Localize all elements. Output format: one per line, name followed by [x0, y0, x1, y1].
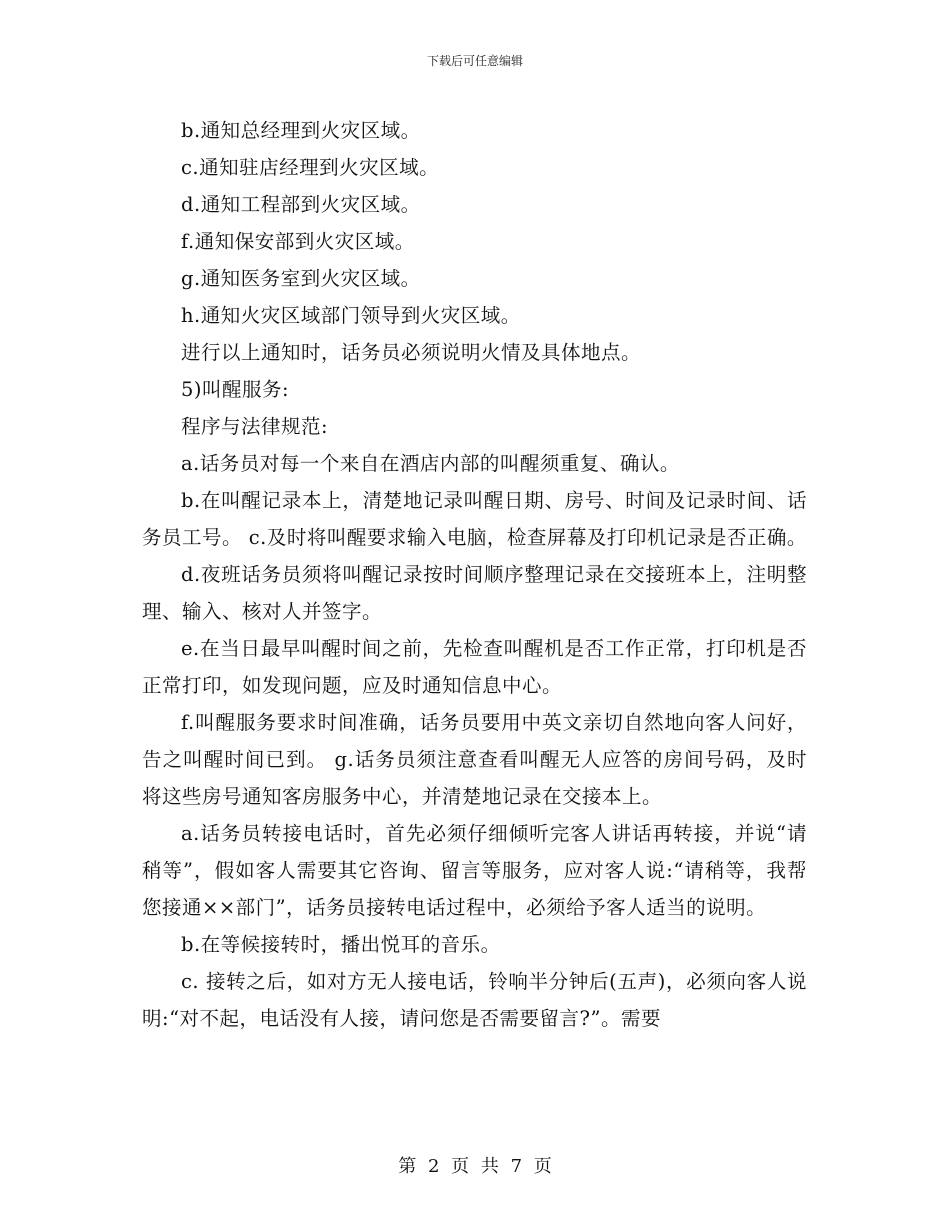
paragraph: h.通知火灾区域部门领导到火灾区域。	[181, 304, 521, 327]
document-body	[142, 112, 807, 1037]
paragraph: b.通知总经理到火灾区域。	[181, 119, 421, 142]
page-header: 下载后可任意编辑	[426, 54, 523, 68]
paragraph: b.在叫醒记录本上，清楚地记录叫醒日期、房号、时间及记录时间、话务员工号。 c.及时将叫醒要求输入电脑，检查屏幕及打印机记录是否正确。	[142, 489, 807, 549]
paragraph: e.在当日最早叫醒时间之前，先检查叫醒机是否工作正常，打印机是否正常打印，如发现问题，应及时通知信息中心。	[142, 637, 807, 697]
paragraph: d.夜班话务员须将叫醒记录按时间顺序整理记录在交接班本上，注明整理、输入、核对人并签字。	[142, 563, 807, 623]
paragraph: f.叫醒服务要求时间准确，话务员要用中英文亲切自然地向客人问好，告之叫醒时间已到。 g.话务员须注意查看叫醒无人应答的房间号码，及时将这些房号通知客房服务中心，并清楚地记录在交接本上。	[142, 711, 807, 808]
paragraph: f.通知保安部到火灾区域。	[181, 230, 415, 253]
paragraph: g.通知医务室到火灾区域。	[181, 267, 421, 290]
page-footer: 第 2 页 共 7 页	[398, 1156, 552, 1177]
paragraph: 程序与法律规范:	[181, 415, 329, 438]
paragraph: b.在等候接转时，播出悦耳的音乐。	[181, 933, 501, 956]
paragraph: 进行以上通知时，话务员必须说明火情及具体地点。	[181, 341, 642, 364]
paragraph: c.通知驻店经理到火灾区域。	[181, 156, 440, 179]
paragraph: c. 接转之后，如对方无人接电话，铃响半分钟后(五声)，必须向客人说明:“对不起，电话没有人接，请问您是否需要留言?”。需要	[142, 970, 807, 1030]
paragraph: 5)叫醒服务:	[181, 378, 290, 401]
paragraph: d.通知工程部到火灾区域。	[181, 193, 421, 216]
paragraph: a.话务员对每一个来自在酒店内部的叫醒须重复、确认。	[181, 452, 680, 475]
paragraph: a.话务员转接电话时，首先必须仔细倾听完客人讲话再转接，并说“请稍等”，假如客人需要其它咨询、留言等服务，应对客人说:“请稍等，我帮您接通××部门”，话务员接转电话过程中，必须给予客人适当的说明。	[142, 822, 807, 919]
